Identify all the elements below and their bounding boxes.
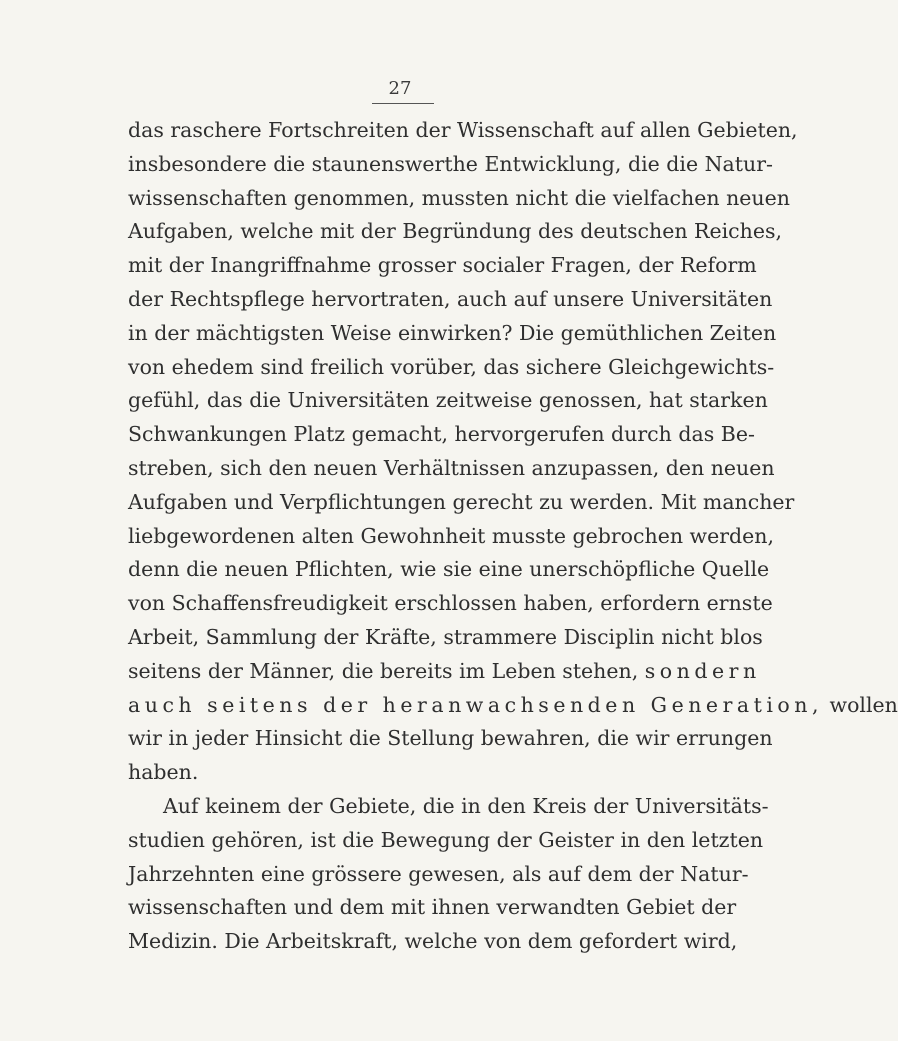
text-line: von Schaffensfreudigkeit erschlossen haben, erfordern ernste — [128, 591, 773, 616]
text-line: insbesondere die staunenswerthe Entwicklung, die die Natur- — [128, 151, 773, 176]
text-line: studien gehören, ist die Bewegung der Geister in den letzten — [128, 827, 764, 852]
text-line: liebgewordenen alten Gewohnheit musste gebrochen werden, — [128, 523, 775, 548]
text-line: wir in jeder Hinsicht die Stellung bewahren, die wir errungen — [128, 726, 773, 751]
text-line: wissenschaften genommen, mussten nicht die vielfachen neuen — [128, 185, 790, 210]
text-line: Aufgaben, welche mit der Begründung des deutschen Reiches, — [128, 219, 783, 244]
emphasized-text: sondern — [644, 658, 761, 683]
page-number-rule — [372, 103, 434, 104]
text-line: von ehedem sind freilich vorüber, das sichere Gleichgewichts- — [128, 354, 775, 379]
text-line — [128, 689, 898, 723]
page-number: 27 — [388, 78, 412, 99]
text-line: gefühl, das die Universitäten zeitweise genossen, hat starken — [128, 388, 768, 413]
text-line: Medizin. Die Arbeitskraft, welche von dem gefordert wird, — [128, 929, 738, 954]
text-line: Arbeit, Sammlung der Kräfte, strammere Disciplin nicht blos — [128, 624, 763, 649]
body-text — [128, 114, 898, 959]
text-segment: wollen — [823, 692, 898, 717]
text-line: haben. — [128, 760, 199, 785]
text-line: Auf keinem der Gebiete, die in den Kreis der Universitäts- — [163, 793, 769, 818]
text-line: das raschere Fortschreiten der Wissenschaft auf allen Gebieten, — [128, 118, 798, 142]
text-line: Aufgaben und Verpflichtungen gerecht zu werden. Mit mancher — [128, 489, 795, 514]
text-line: mit der Inangriffnahme grosser socialer Fragen, der Reform — [128, 253, 757, 278]
text-line: Schwankungen Platz gemacht, hervorgerufen durch das Be- — [128, 422, 755, 447]
text-line: streben, sich den neuen Verhältnissen anzupassen, den neuen — [128, 455, 775, 480]
text-line: Jahrzehnten eine grössere gewesen, als auf dem der Natur- — [128, 861, 749, 886]
text-line: denn die neuen Pflichten, wie sie eine unerschöpfliche Quelle — [128, 557, 770, 582]
text-line: wissenschaften und dem mit ihnen verwandten Gebiet der — [128, 895, 737, 920]
text-line: der Rechtspflege hervortraten, auch auf unsere Universitäten — [128, 286, 773, 311]
text-segment: seitens der Männer, die bereits im Leben stehen, — [128, 658, 645, 683]
text-line: in der mächtigsten Weise einwirken? Die gemüthlichen Zeiten — [128, 320, 777, 345]
text-line — [128, 655, 761, 689]
emphasized-text: auch seitens der heranwachsenden Generation, — [128, 692, 824, 717]
